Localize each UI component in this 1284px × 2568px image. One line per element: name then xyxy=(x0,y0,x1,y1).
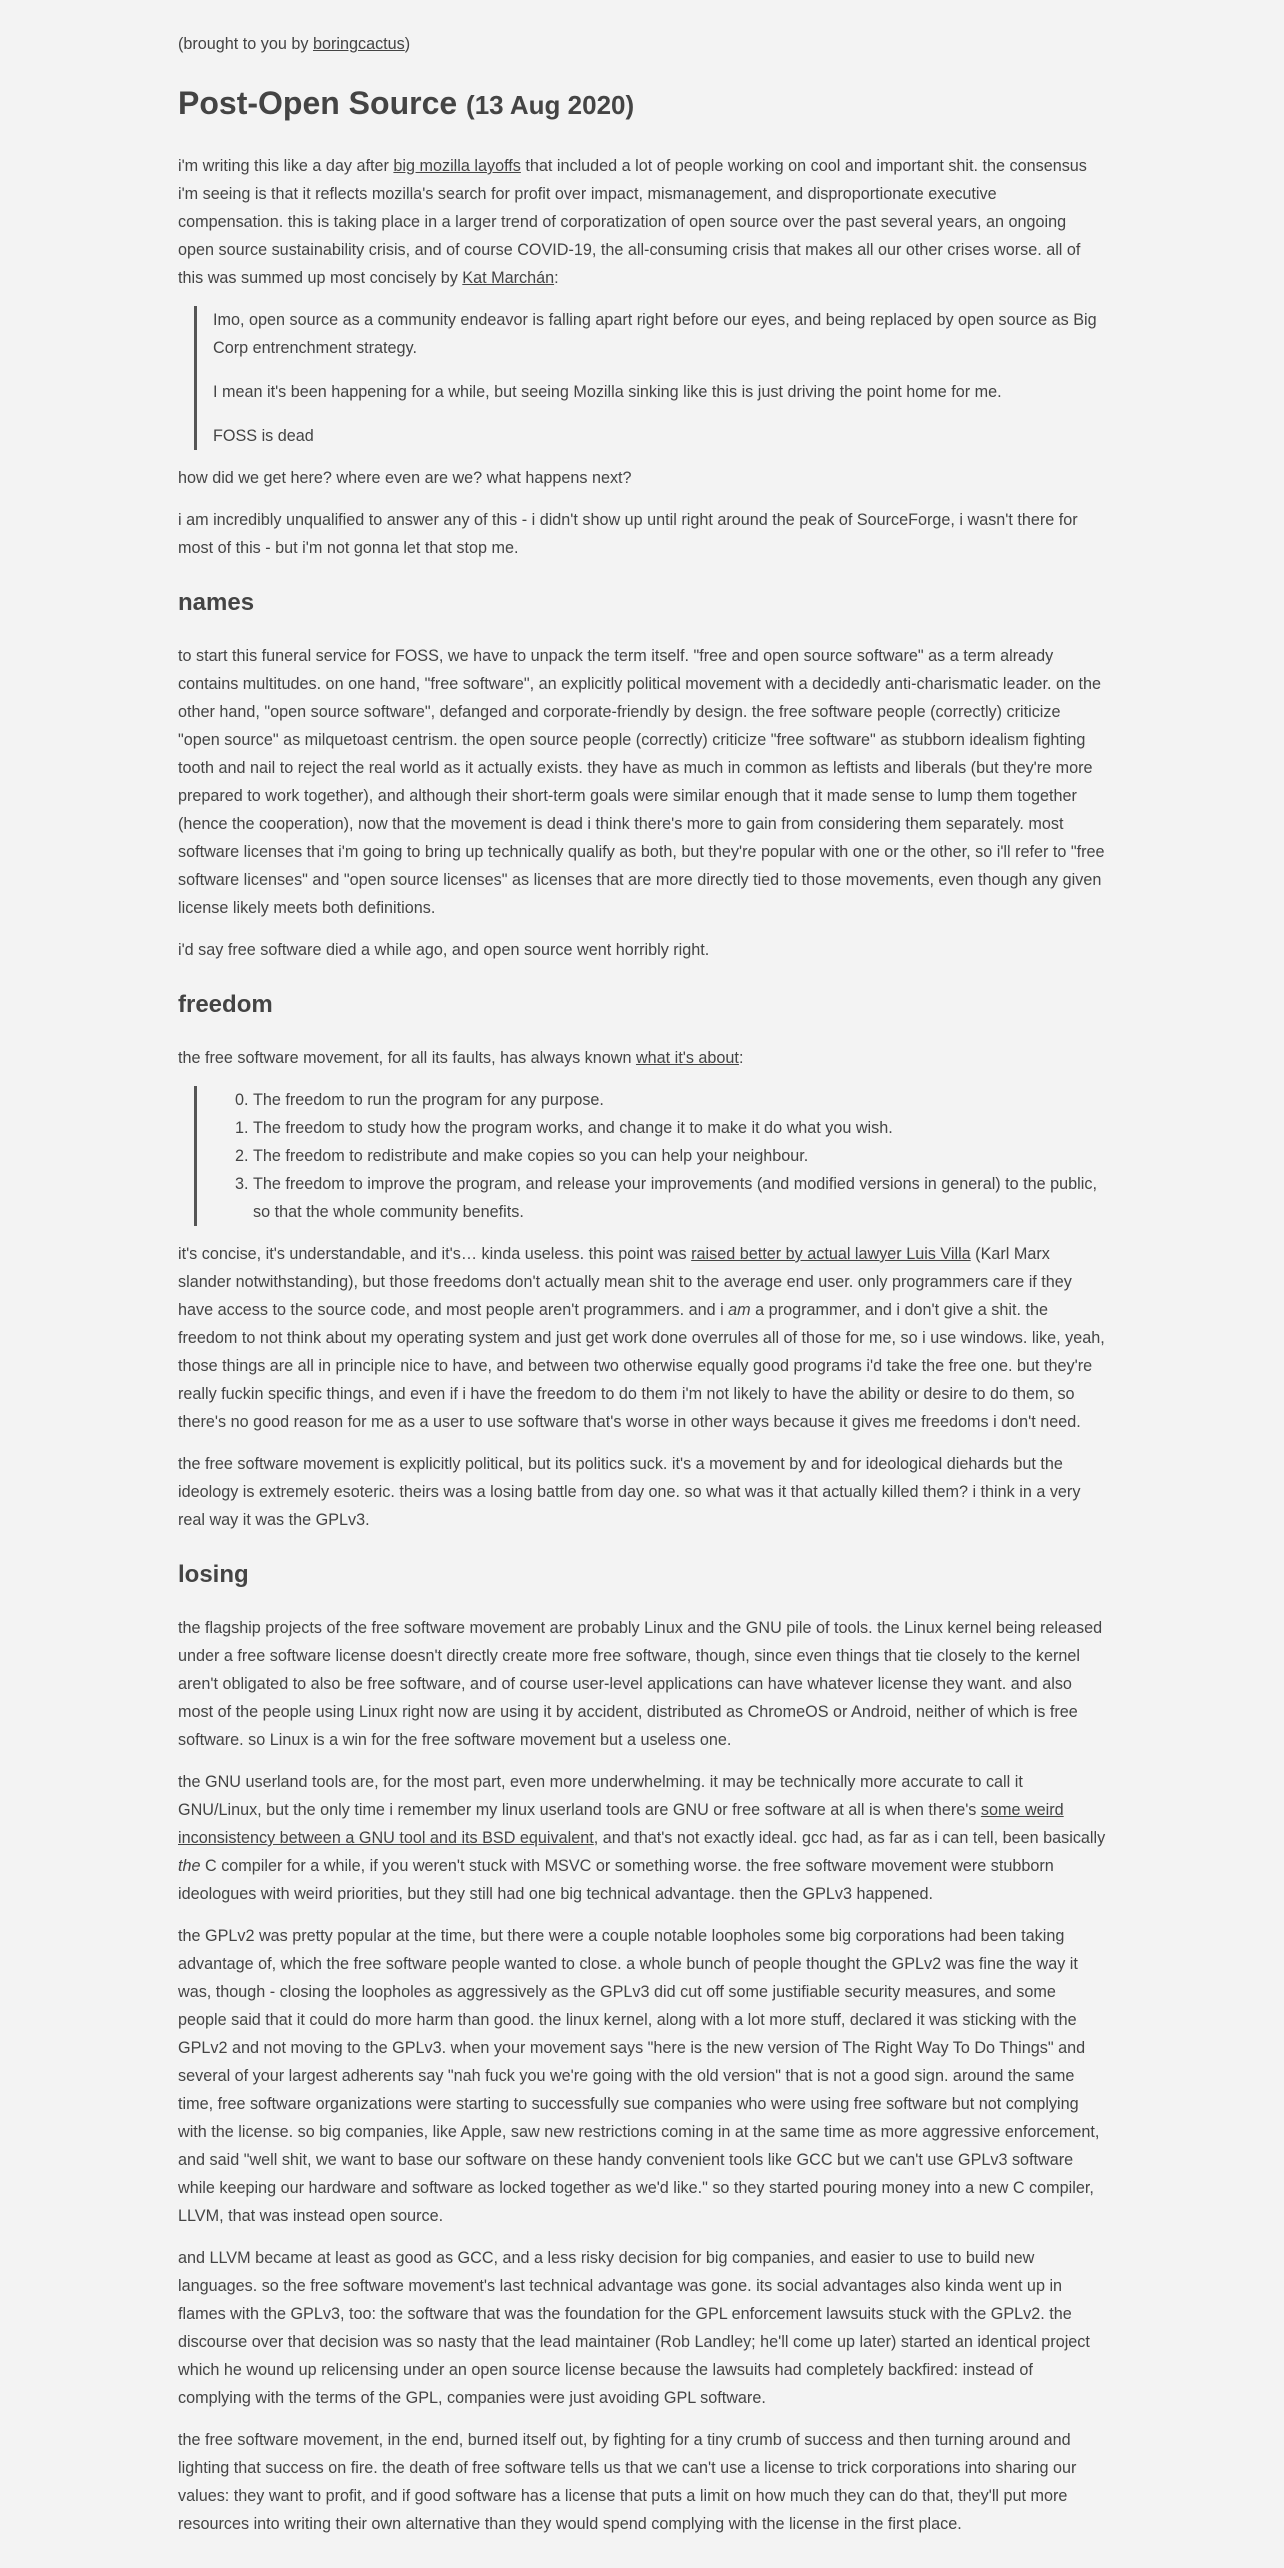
byline xyxy=(178,30,1106,58)
intro-questions: how did we get here? where even are we? what happens next? xyxy=(178,469,632,487)
page-title xyxy=(178,84,1106,124)
list-item-number: 2. xyxy=(235,1147,249,1165)
list-item-text: The freedom to improve the program, and release your improvements (and modified versions in general) to the public, so that the whole community benefits. xyxy=(253,1175,1097,1221)
list-item xyxy=(235,1114,1106,1142)
intro-text-c: : xyxy=(554,269,559,287)
list-item-text: The freedom to redistribute and make copies so you can help your neighbour. xyxy=(253,1147,809,1165)
list-item-number: 1. xyxy=(235,1119,249,1137)
whats-it-about-link[interactable]: what it's about xyxy=(635,1049,739,1067)
quote-line: I mean it's been happening for a while, but seeing Mozilla sinking like this is just driving the point home for me. xyxy=(213,383,1002,401)
losing-text-b: , and that's not exactly ideal. gcc had, as far as i can tell, been basically xyxy=(593,1829,1106,1847)
kat-marchan-link[interactable]: Kat Marchán xyxy=(462,269,555,287)
intro-text-a: i'm writing this like a day after xyxy=(178,157,394,175)
names-conclusion: i'd say free software died a while ago, and open source went horribly right. xyxy=(178,941,710,959)
losing-text-c: C compiler for a while, if you weren't stuck with MSVC or something worse. the free software movement were stubborn ideologues with weird priorities, but they still had one big technical advantage. then the GPLv3 happened. xyxy=(178,1857,1054,1903)
quote-line: FOSS is dead xyxy=(213,427,314,445)
gnu-bsd-inconsistency-link[interactable]: some weird inconsistency between a GNU tool and its BSD equivalent xyxy=(178,1801,1064,1847)
byline-prefix: (brought to you by xyxy=(178,35,313,53)
title-main: Post-Open Source xyxy=(178,85,458,121)
list-item xyxy=(235,1142,1106,1170)
freedom-intro xyxy=(178,1044,1106,1072)
names-paragraph: to start this funeral service for FOSS, we have to unpack the term itself. "free and open source software" as a term already contains multitudes. on one hand, "free software", an explicitly political movement with a decidedly anti-charismatic leader. on the other hand, "open source software", defanged and corporate-friendly by design. the free software people (correctly) criticize "open source" as milquetoast centrism. the open source people (correctly) criticize "free software" as stubborn idealism fighting tooth and nail to reject the real world as it actually exists. they have as much in common as leftists and liberals (but they're more prepared to work together), and although their short-term goals were similar enough that it made sense to lump them together (hence the cooperation), now that the movement is dead i think there's more to gain from considering them separately. most software licenses that i'm going to bring up technically qualify as both, but they're popular with one or the other, so i'll refer to "free software licenses" and "open source licenses" as licenses that are more directly tied to those movements, even though any given license likely meets both definitions. xyxy=(178,647,1105,917)
list-item xyxy=(235,1086,1106,1114)
losing-paragraph-5: the free software movement, in the end, burned itself out, by fighting for a tiny crumb of success and then turning around and lighting that success on fire. the death of free software tells us that we can't use a license to trick corporations into sharing our values: they want to profit, and if good software has a license that puts a limit on how much they can do that, they'll put more resources into writing their own alternative than they would spend complying with the license in the first place. xyxy=(178,2431,1077,2533)
losing-paragraph-2 xyxy=(178,1768,1106,1908)
intro-text-b: that included a lot of people working on cool and important shit. the consensus i'm seeing is that it reflects mozilla's search for profit over impact, mismanagement, and disproportionate executive compensation. this is taking place in a larger trend of corporatization of open source over the past several years, an ongoing open source sustainability crisis, and of course COVID-19, the all-consuming crisis that makes all our other crises worse. all of this was summed up most concisely by xyxy=(178,157,1087,287)
freedom-critique-c: a programmer, and i don't give a shit. the freedom to not think about my operating system and just get work done overrules all of those for me, so i use windows. like, yeah, those things are all in principle nice to have, and between two otherwise equally good programs i'd take the free one. but they're really fuckin specific things, and even if i have the freedom to do them i'm not likely to have the ability or desire to do them, so there's no good reason for me as a user to use software that's worse in other ways because it gives me freedoms i don't need. xyxy=(178,1301,1105,1431)
author-link[interactable]: boringcactus xyxy=(312,35,405,53)
freedom-intro-colon: : xyxy=(738,1049,744,1067)
intro-paragraph xyxy=(178,152,1106,292)
section-heading-freedom: freedom xyxy=(178,991,273,1018)
byline-suffix: ) xyxy=(404,35,411,53)
title-date: (13 Aug 2020) xyxy=(466,90,635,120)
list-item-number: 0. xyxy=(235,1091,249,1109)
emphasis: am xyxy=(728,1301,751,1319)
list-item-text: The freedom to study how the program works, and change it to make it do what you wish. xyxy=(253,1119,893,1137)
luis-villa-link[interactable]: raised better by actual lawyer Luis Villa xyxy=(691,1245,971,1263)
mozilla-layoffs-link[interactable]: big mozilla layoffs xyxy=(393,157,521,175)
freedom-politics: the free software movement is explicitly political, but its politics suck. it's a movement by and for ideological diehards but the ideology is extremely esoteric. theirs was a losing battle from day one. so what was it that actually killed them? i think in a very real way it was the GPLv3. xyxy=(178,1455,1081,1529)
intro-disclaimer: i am incredibly unqualified to answer any of this - i didn't show up until right around the peak of SourceForge, i wasn't there for most of this - but i'm not gonna let that stop me. xyxy=(178,511,1078,557)
section-heading-names: names xyxy=(178,589,255,616)
four-freedoms-list xyxy=(213,1086,1106,1226)
freedom-critique-a: it's concise, it's understandable, and it's… kinda useless. this point was xyxy=(178,1245,692,1263)
freedom-intro-text: the free software movement, for all its faults, has always known xyxy=(178,1049,636,1067)
losing-paragraph-1: the flagship projects of the free software movement are probably Linux and the GNU pile of tools. the Linux kernel being released under a free software license doesn't directly create more free software, though, since even things that tie closely to the kernel aren't obligated to also be free software, and of course user-level applications can have whatever license they want. and also most of the people using Linux right now are using it by accident, distributed as ChromeOS or Android, neither of which is free software. so Linux is a win for the free software movement but a useless one. xyxy=(178,1619,1103,1749)
kat-quote xyxy=(194,306,1106,450)
losing-text-a: the GNU userland tools are, for the most part, even more underwhelming. it may be technically more accurate to call it GNU/Linux, but the only time i remember my linux userland tools are GNU or free software at all is when there's xyxy=(178,1773,1023,1819)
freedom-critique-b: (Karl Marx slander notwithstanding), but those freedoms don't actually mean shit to the average end user. only programmers care if they have access to the source code, and most people aren't programmers. and i xyxy=(178,1245,1072,1319)
emphasis: the xyxy=(178,1857,201,1875)
list-item-number: 3. xyxy=(235,1175,249,1193)
list-item-text: The freedom to run the program for any purpose. xyxy=(253,1091,604,1109)
four-freedoms-quote xyxy=(194,1086,1106,1226)
freedom-critique xyxy=(178,1240,1106,1436)
section-heading-losing: losing xyxy=(178,1561,249,1588)
list-item xyxy=(235,1170,1106,1226)
article xyxy=(178,0,1106,2538)
quote-line: Imo, open source as a community endeavor is falling apart right before our eyes, and being replaced by open source as Big Corp entrenchment strategy. xyxy=(213,311,1097,357)
losing-paragraph-4: and LLVM became at least as good as GCC, and a less risky decision for big companies, and easier to use to build new languages. so the free software movement's last technical advantage was gone. its social advantages also kinda went up in flames with the GPLv3, too: the software that was the foundation for the GPL enforcement lawsuits stuck with the GPLv2. the discourse over that decision was so nasty that the lead maintainer (Rob Landley; he'll come up later) started an identical project which he wound up relicensing under an open source license because the lawsuits had completely backfired: instead of complying with the terms of the GPL, companies were just avoiding GPL software. xyxy=(178,2249,1090,2407)
losing-paragraph-3: the GPLv2 was pretty popular at the time, but there were a couple notable loopholes some big corporations had been taking advantage of, which the free software people wanted to close. a whole bunch of people thought the GPLv2 was fine the way it was, though - closing the loopholes as aggressively as the GPLv3 did cut off some justifiable security measures, and some people said that it could do more harm than good. the linux kernel, along with a lot more stuff, declared it was sticking with the GPLv2 and not moving to the GPLv3. when your movement says "here is the new version of The Right Way To Do Things" and several of your largest adherents say "nah fuck you we're going with the old version" that is not a good sign. around the same time, free software organizations were starting to successfully sue companies who were using free software but not complying with the license. so big companies, like Apple, saw new restrictions coming in at the same time as more aggressive enforcement, and said "well shit, we want to base our software on these handy convenient tools like GCC but we can't use GPLv3 software while keeping our hardware and software as locked together as we'd like." so they started pouring money into a new C compiler, LLVM, that was instead open source. xyxy=(178,1927,1100,2225)
